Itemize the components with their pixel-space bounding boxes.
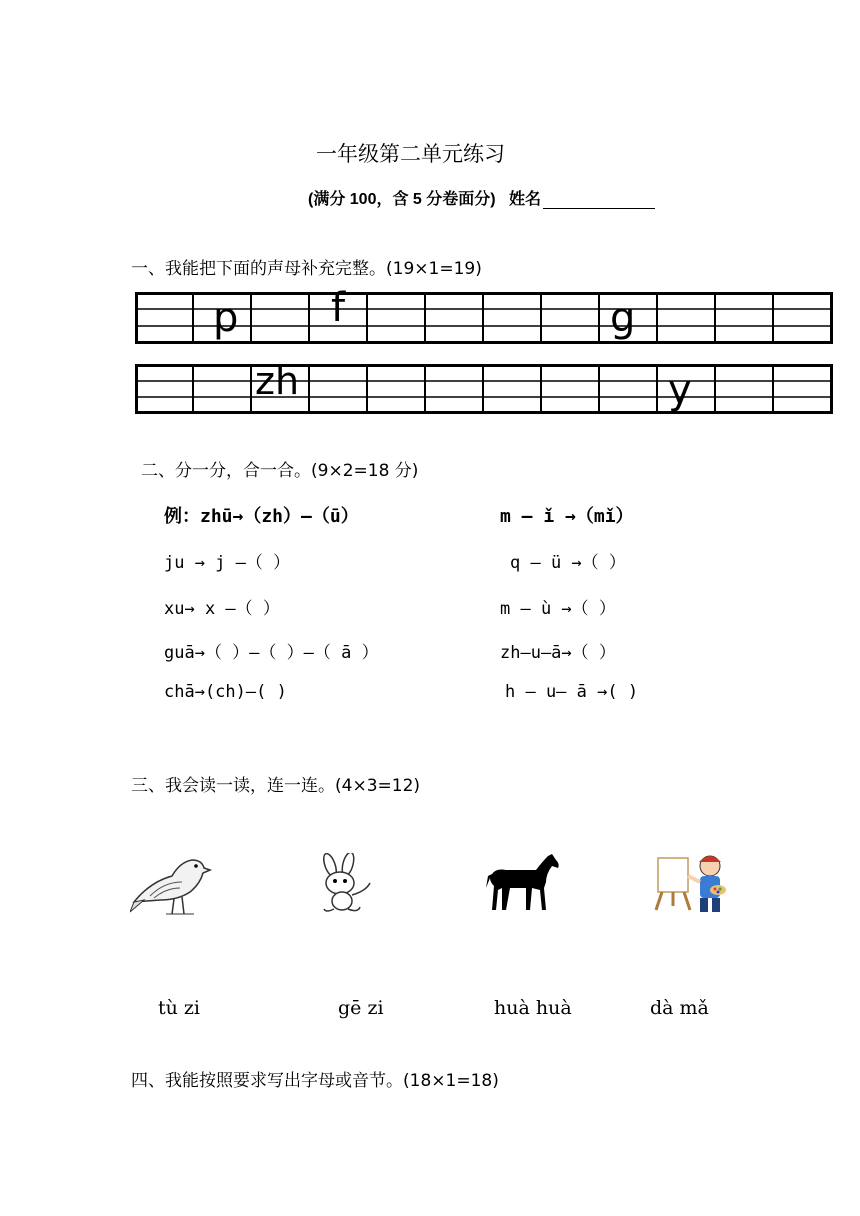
exercise-left-3[interactable]: guā→（ ）—（ ）—（ ā ） (164, 643, 379, 663)
grid-letter-y: y (668, 367, 692, 413)
grid-lines-1 (135, 292, 833, 344)
grid-letter-g: g (610, 295, 636, 341)
grid-lines-2 (135, 359, 833, 414)
pinyin-grid-row-1 (135, 285, 833, 344)
score-info (308, 186, 655, 209)
grid-letter-p: p (213, 295, 239, 341)
painter-picture[interactable] (652, 850, 728, 916)
example-right: m — ǐ →（mǐ） (500, 506, 634, 527)
example-left: 例：zhū→（zh）—（ū） (164, 506, 359, 527)
page-title: 一年级第二单元练习 (316, 142, 505, 166)
section4-heading: 四、我能按照要求写出字母或音节。(18×1=18) (131, 1071, 499, 1091)
grid-letter-zh: zh (255, 359, 300, 403)
bird-picture[interactable] (130, 852, 212, 918)
score-note: (满分 100，含 5 分卷面分) (308, 191, 496, 208)
pinyin-word-2[interactable]: gē zi (338, 997, 384, 1019)
rabbit-picture[interactable] (312, 853, 376, 915)
exercise-left-1[interactable]: ju → j —（ ） (164, 553, 291, 573)
pinyin-word-1[interactable]: tù zi (158, 997, 200, 1019)
exercise-right-1[interactable]: q — ü →（ ） (510, 553, 626, 573)
exercise-right-2[interactable]: m — ù →（ ） (500, 599, 616, 619)
grid-letter-f: f (331, 285, 346, 331)
name-field[interactable] (543, 192, 655, 209)
pinyin-word-4[interactable]: dà mǎ (650, 997, 709, 1019)
exercise-left-2[interactable]: xu→ x —（ ） (164, 599, 280, 619)
name-label: 姓名 (508, 191, 541, 208)
pinyin-word-3[interactable]: huà huà (494, 997, 572, 1019)
exercise-right-4[interactable]: h — u— ā →( ) (505, 682, 639, 702)
section1-heading: 一、我能把下面的声母补充完整。(19×1=19) (131, 259, 482, 279)
section3-heading: 三、我会读一读，连一连。(4×3=12) (131, 776, 421, 796)
exercise-left-4[interactable]: chā→(ch)—( ) (164, 682, 287, 702)
section2-heading: 二、分一分，合一合。(9×2=18 分) (141, 461, 419, 481)
exercise-right-3[interactable]: zh—u—ā→（ ） (500, 643, 616, 663)
pinyin-grid-row-2 (135, 359, 833, 414)
horse-picture[interactable] (486, 852, 564, 914)
